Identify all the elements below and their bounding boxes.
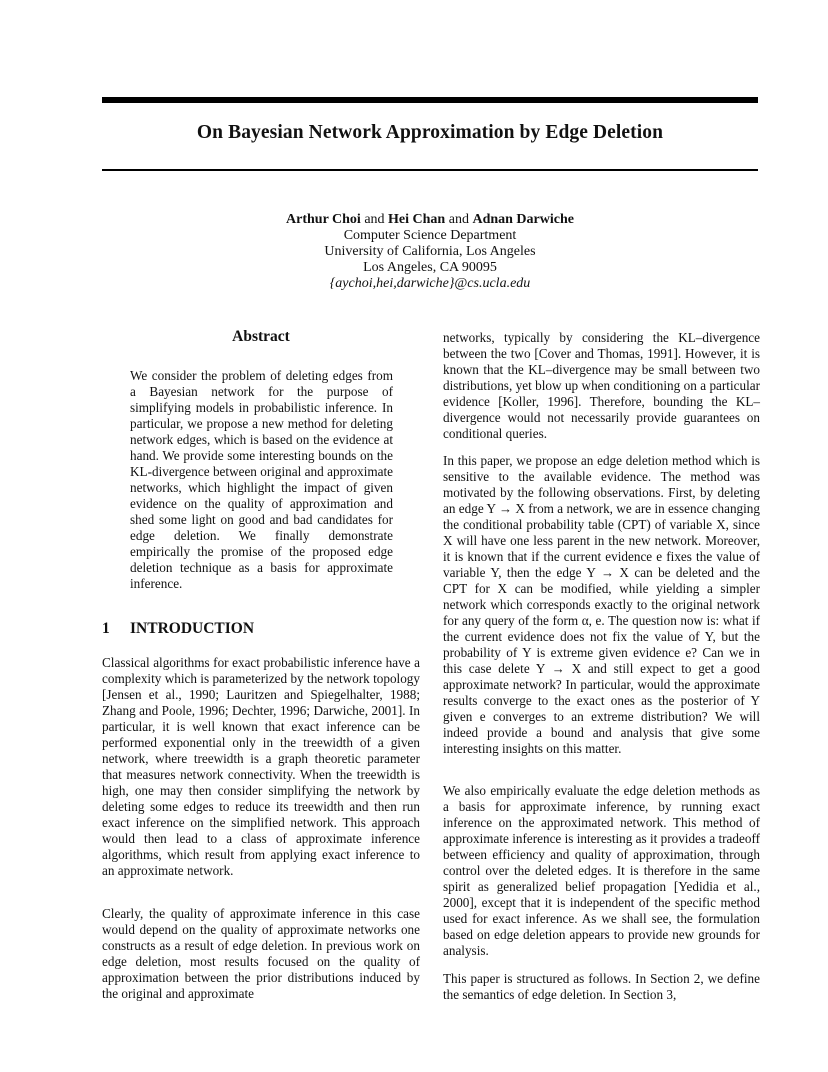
section-number: 1 (102, 620, 110, 637)
author-name: Arthur Choi (286, 212, 361, 227)
author-separator: and (448, 212, 469, 227)
author-separator: and (364, 212, 385, 227)
section-heading (102, 620, 254, 638)
author-name: Adnan Darwiche (472, 212, 574, 227)
title-top-rule (102, 97, 758, 103)
body-paragraph: This paper is structured as follows. In Section 2, we define the semantics of edge deletion. In Section 3, (443, 971, 760, 1002)
affiliation-univ: University of California, Los Angeles (324, 244, 536, 259)
affiliation-city: Los Angeles, CA 90095 (363, 260, 497, 275)
abstract-heading: Abstract (232, 328, 290, 345)
abstract-text: We consider the problem of deleting edges from a Bayesian network for the purpose of simplifying models in probabilistic inference. In particular, we propose a new method for deleting network edges, which is based on the evidence at hand. We provide some interesting bounds on the KL-divergence between original and approximate networks, which highlight the impact of given evidence on the quality of approximation and shed some light on good and bad candidates for edge deletion. We finally demonstrate empirically the promise of the proposed edge deletion technique as a basis for approximate inference. (130, 368, 393, 591)
body-paragraph: Clearly, the quality of approximate inference in this case would depend on the quality of approximate networks one constructs as a result of edge deletion. In previous work on edge deletion, most results focused on the quality of approximation between the prior distributions induced by the original and approximate (102, 906, 420, 1001)
body-paragraph: We also empirically evaluate the edge deletion methods as a basis for approximate inference, by running exact inference on the approximated network. This method of approximate inference is interesting as it provides a tradeoff between efficiency and quality of approximation, through control over the deleted edges. It is therefore in the same spirit as generalized belief propagation [Yedidia et al., 2000], except that it is independent of the specific method used for exact inference. As we shall see, the formulation based on edge deletion appears to provide new grounds for analysis. (443, 783, 760, 958)
paper-title: On Bayesian Network Approximation by Edge Deletion (196, 122, 664, 143)
section-title: INTRODUCTION (130, 620, 255, 637)
author-email: {aychoi,hei,darwiche}@cs.ucla.edu (329, 276, 531, 291)
affiliation-dept: Computer Science Department (343, 228, 517, 243)
author-block (102, 212, 758, 292)
body-paragraph: networks, typically by considering the KL–divergence between the two [Cover and Thomas, 1991]. However, it is known that the KL–divergence may be small between two distributions, yet blow up when conditioning on a particular evidence [Koller, 1996]. Therefore, bounding the KL–divergence would not necessarily provide guarantees on conditional queries. (443, 330, 760, 441)
body-paragraph: Classical algorithms for exact probabilistic inference have a complexity which is parameterized by the network topology [Jensen et al., 1990; Lauritzen and Spiegelhalter, 1988; Zhang and Poole, 1996; Dechter, 1996; Darwiche, 2001]. In particular, it is well known that exact inference can be performed exponential only in the treewidth of a given network, where treewidth is a graph theoretic parameter that measures network connectivity. When the treewidth is high, one may then consider simplifying the network by deleting some edges to reduce its treewidth and then run exact inference on the simplified network. This approach would then lead to a class of approximate inference algorithms, which result from applying exact inference to an approximate network. (102, 655, 420, 878)
author-name: Hei Chan (388, 212, 446, 227)
body-paragraph: In this paper, we propose an edge deletion method which is sensitive to the available evidence. The method was motivated by the following observations. First, by deleting an edge Y → X from a network, we are in essence changing the conditional probability table (CPT) of variable X, since X will have one less parent in the new network. Moreover, it is known that if the current evidence e fixes the value of variable Y, then the edge Y → X can be deleted and the CPT for X can be modified, while yielding a simpler network which corresponds exactly to the original network for any query of the form α, e. The question now is: what if the current evidence does not fix the value of Y, but the probability of Y is extreme given evidence e? Can we in this case delete Y → X and still expect to get a good approximate network? In particular, would the approximate results converge to the exact ones as the posterior of Y given e converges to an extreme distribution? We will indeed provide a bound and analysis that give some interesting insights on this matter. (443, 453, 760, 756)
author-names (102, 212, 758, 228)
title-bottom-rule (102, 169, 758, 171)
